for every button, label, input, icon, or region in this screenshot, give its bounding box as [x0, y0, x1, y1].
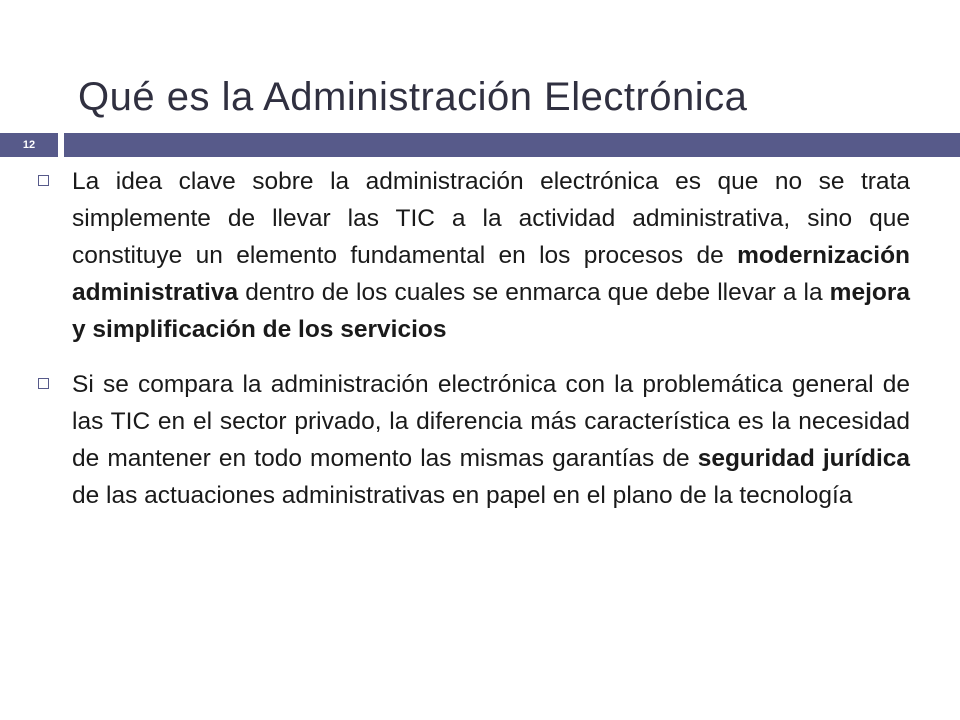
- slide-content: [30, 163, 910, 532]
- hollow-square-bullet-icon: [38, 378, 49, 389]
- title-divider-bar: [64, 133, 960, 157]
- bullet-text-segment: La idea clave sobre la administración electrónica es que no se trata simplemente de llevar las TIC a la actividad administrativa, sino que constituye un elemento fundamental en los procesos de: [72, 168, 910, 269]
- bullet-text-segment: de las actuaciones administrativas en papel en el plano de la tecnología: [72, 482, 853, 509]
- slide-number: 12: [0, 133, 58, 157]
- bullet-text: [72, 168, 910, 343]
- bullet-text-segment: dentro de los cuales se enmarca que debe llevar a la: [238, 279, 830, 306]
- bullet-text: [72, 371, 910, 509]
- bullet-text-emphasis: modernización administrativa: [72, 242, 910, 306]
- bullet-text-emphasis: mejora y simplificación de los servicios: [72, 279, 910, 343]
- hollow-square-bullet-icon: [38, 175, 49, 186]
- bullet-item: [30, 163, 910, 348]
- bullet-text-segment: Si se compara la administración electrónica con la problemática general de las TIC en el sector privado, la diferencia más característica es la necesidad de mantener en todo momento las mismas garantías de: [72, 371, 910, 472]
- bullet-text-emphasis: seguridad jurídica: [697, 445, 911, 472]
- slide-title: Qué es la Administración Electrónica: [78, 74, 748, 119]
- bullet-item: [30, 366, 910, 514]
